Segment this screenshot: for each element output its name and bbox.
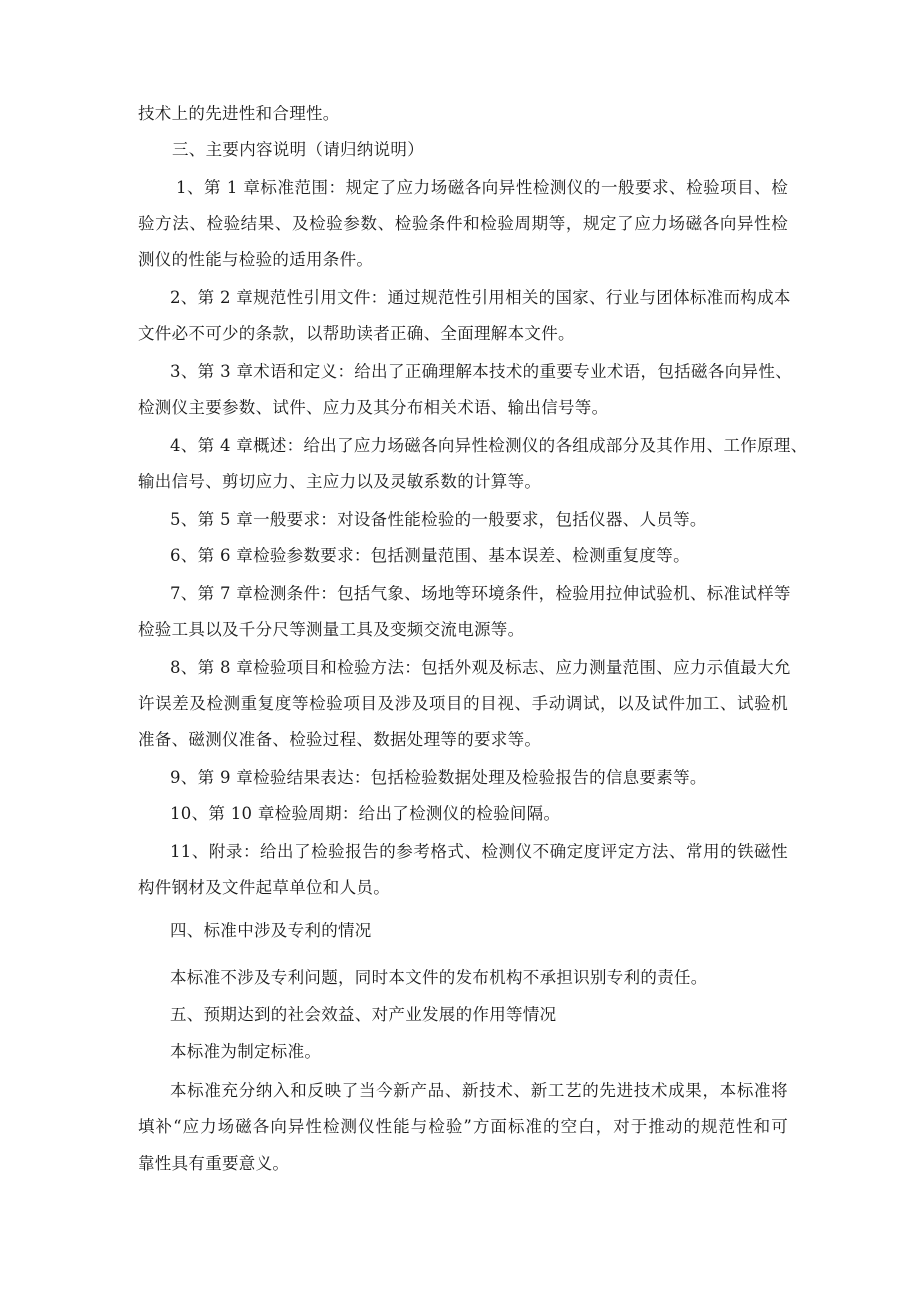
- item8-line3: 准备、磁测仪准备、检验过程、数据处理等的要求等。: [138, 730, 542, 749]
- item9-line1: 9、第 9 章检验结果表达：包括检验数据处理及检验报告的信息要素等。: [170, 768, 707, 787]
- item2-line1: 2、第 2 章规范性引用文件：通过规范性引用相关的国家、行业与团体标准而构成本: [170, 288, 791, 307]
- section5-p2-line2: 填补“应力场磁各向异性检测仪性能与检验”方面标准的空白，对于推动的规范性和可: [138, 1117, 788, 1136]
- item10-line1: 10、第 10 章检验周期：给出了检测仪的检验间隔。: [170, 804, 561, 823]
- item4-line1: 4、第 4 章概述：给出了应力场磁各向异性检测仪的各组成部分及其作用、工作原理、: [170, 436, 808, 455]
- item8-line1: 8、第 8 章检验项目和检验方法：包括外观及标志、应力测量范围、应力示值最大允: [170, 658, 791, 677]
- section5-paragraph1: 本标准为制定标准。: [170, 1042, 322, 1061]
- item4-line2: 输出信号、剪切应力、主应力以及灵敏系数的计算等。: [138, 472, 542, 491]
- item6-line1: 6、第 6 章检验参数要求：包括测量范围、基本误差、检测重复度等。: [170, 546, 690, 565]
- item1-line1: 1、第 1 章标准范围：规定了应力场磁各向异性检测仪的一般要求、检验项目、检: [176, 178, 788, 197]
- section5-p2-line1: 本标准充分纳入和反映了当今新产品、新技术、新工艺的先进技术成果，本标准将: [170, 1081, 788, 1100]
- item1-line2: 验方法、检验结果、及检验参数、检验条件和检验周期等，规定了应力场磁各向异性检: [138, 214, 788, 233]
- intro-tail-text: 技术上的先进性和合理性。: [138, 104, 340, 123]
- section4-body: 本标准不涉及专利问题，同时本文件的发布机构不承担识别专利的责任。: [170, 968, 708, 987]
- item7-line2: 检验工具以及千分尺等测量工具及变频交流电源等。: [138, 620, 525, 639]
- item11-line2: 构件钢材及文件起草单位和人员。: [138, 878, 390, 897]
- section5-p2-line3: 靠性具有重要意义。: [138, 1154, 290, 1173]
- item1-line3: 测仪的性能与检验的适用条件。: [138, 250, 374, 269]
- section5-heading: 五、预期达到的社会效益、对产业发展的作用等情况: [170, 1005, 557, 1024]
- item7-line1: 7、第 7 章检测条件：包括气象、场地等环境条件，检验用拉伸试验机、标准试样等: [170, 584, 791, 603]
- section4-heading: 四、标准中涉及专利的情况: [170, 921, 372, 940]
- item3-line1: 3、第 3 章术语和定义：给出了正确理解本技术的重要专业术语，包括磁各向异性、: [170, 362, 792, 381]
- item11-line1: 11、附录：给出了检验报告的参考格式、检测仪不确定度评定方法、常用的铁磁性: [170, 842, 788, 861]
- item2-line2: 文件必不可少的条款，以帮助读者正确、全面理解本文件。: [138, 324, 575, 343]
- item8-line2: 许误差及检测重复度等检验项目及涉及项目的目视、手动调试，以及试件加工、试验机: [138, 694, 788, 713]
- section3-heading: 三、主要内容说明（请归纳说明）: [172, 140, 424, 159]
- item5-line1: 5、第 5 章一般要求：对设备性能检验的一般要求，包括仪器、人员等。: [170, 510, 707, 529]
- item3-line2: 检测仪主要参数、试件、应力及其分布相关术语、输出信号等。: [138, 398, 609, 417]
